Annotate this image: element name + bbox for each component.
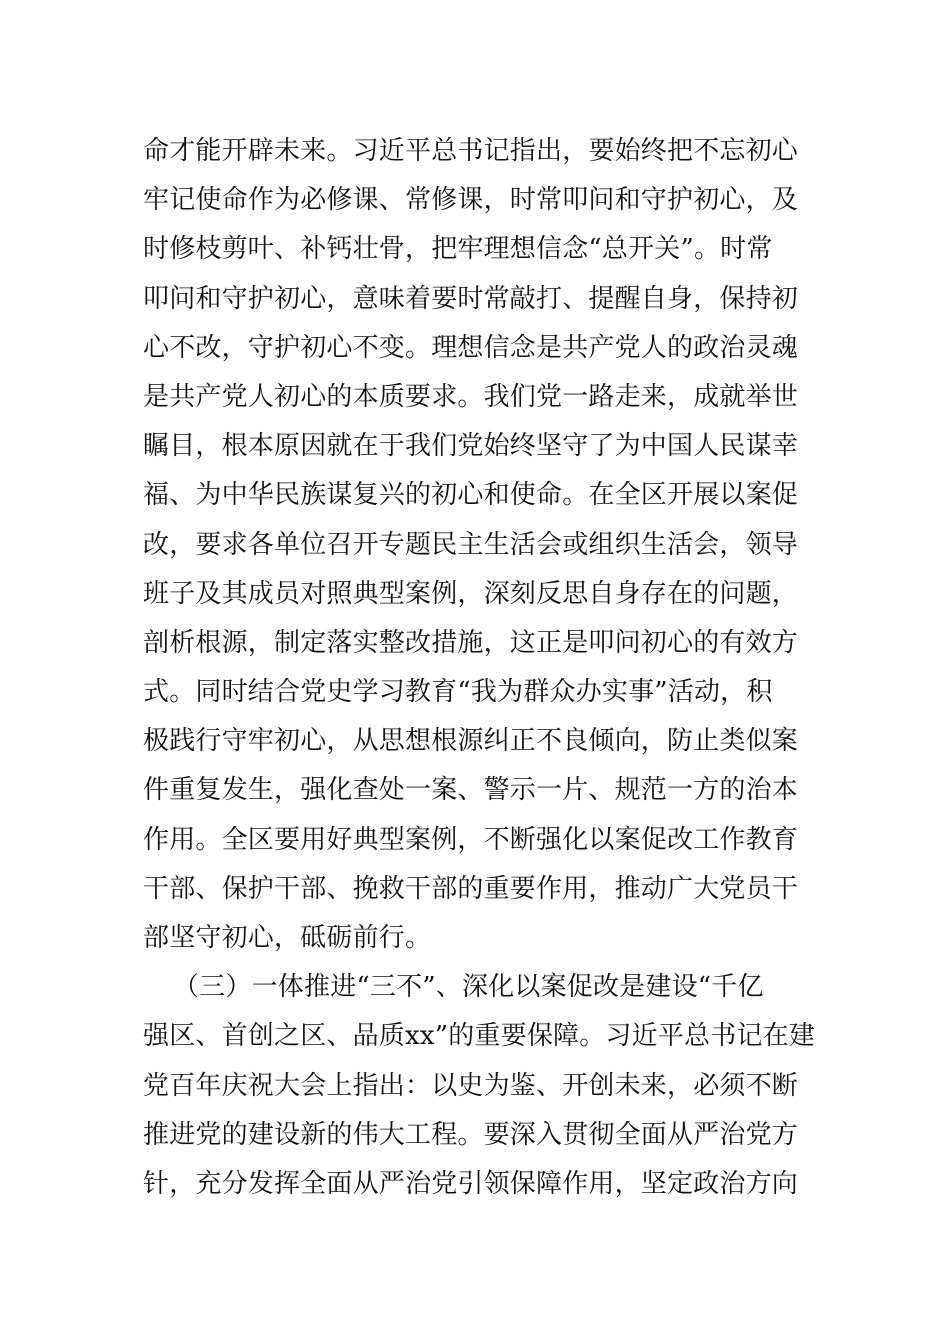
text-line: 剖析根源，制定落实整改措施，这正是叩问初心的有效方 <box>143 627 799 658</box>
text-line: 瞩目，根本原因就在于我们党始终坚守了为中国人民谋幸 <box>143 431 799 462</box>
text-line: 式。同时结合党史学习教育“我为群众办实事”活动，积 <box>143 677 773 708</box>
text-line: 件重复发生，强化查处一案、警示一片、规范一方的治本 <box>143 775 799 806</box>
text-line: 改，要求各单位召开专题民主生活会或组织生活会，领导 <box>143 529 799 560</box>
text-line: 作用。全区要用好典型案例，不断强化以案促改工作教育 <box>143 824 799 855</box>
text-line: 党百年庆祝大会上指出：以史为鉴、开创未来，必须不断 <box>143 1070 799 1101</box>
section-heading-line: （三）一体推进“三不”、深化以案促改是建设“千亿 <box>173 972 764 1003</box>
text-line: 心不改，守护初心不变。理想信念是共产党人的政治灵魂 <box>143 332 799 363</box>
text-line: 针，充分发挥全面从严治党引领保障作用，坚定政治方向 <box>143 1168 799 1199</box>
text-line: 班子及其成员对照典型案例，深刻反思自身存在的问题， <box>143 578 799 609</box>
text-line: 命才能开辟未来。习近平总书记指出，要始终把不忘初心 <box>143 136 799 166</box>
text-line: 是共产党人初心的本质要求。我们党一路走来，成就举世 <box>143 381 799 412</box>
text-line: 部坚守初心，砥砺前行。 <box>143 923 432 953</box>
text-line: 叩问和守护初心，意味着要时常敲打、提醒自身，保持初 <box>143 283 799 314</box>
text-line: 干部、保护干部、挽救干部的重要作用，推动广大党员干 <box>143 873 799 904</box>
text-line: 牢记使命作为必修课、常修课，时常叩问和守护初心，及 <box>143 185 799 216</box>
text-line: 福、为中华民族谋复兴的初心和使命。在全区开展以案促 <box>143 480 799 511</box>
text-line: 推进党的建设新的伟大工程。要深入贯彻全面从严治党方 <box>143 1119 799 1150</box>
text-line: 强区、首创之区、品质xx”的重要保障。习近平总书记在建 <box>143 1021 816 1052</box>
text-line: 极践行守牢初心，从思想根源纠正不良倾向，防止类似案 <box>143 726 799 757</box>
body-text <box>143 127 816 1209</box>
text-line: 时修枝剪叶、补钙壮骨，把牢理想信念“总开关”。时常 <box>143 234 773 265</box>
